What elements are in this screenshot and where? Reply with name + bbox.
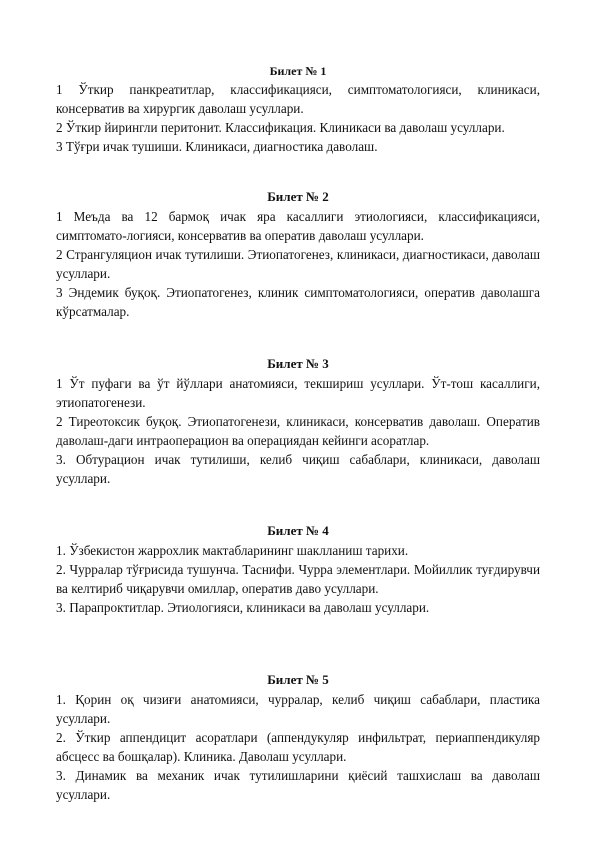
question-item: 1 Меъда ва 12 бармоқ ичак яра касаллиги этиологияси, классификацияси, симптомато-логияси, консерватив ва оператив даволаш усуллари. [56,209,540,243]
question-item: 1. Қорин оқ чизиғи анатомияси, чурралар, келиб чиқиш сабаблари, пластика усуллари. [56,692,540,726]
question-item: 3. Динамик ва механик ичак тутилишларини қиёсий ташхислаш ва даволаш усуллари. [56,768,540,802]
ticket-title: Билет № 5 [267,672,329,687]
question-item: 1 Ўткир панкреатитлар, классификацияси, симптоматологияси, клиникаси, консерватив ва хирургик даволаш усуллари. [56,82,540,116]
question-item: 2. Ўткир аппендицит асоратлари (аппендукуляр инфильтрат, периаппендикуляр абсцесс ва бошқалар). Клиника. Даволаш усуллари. [56,730,540,764]
ticket-1 [56,64,540,156]
question-item: 3. Обтурацион ичак тутилиши, келиб чиқиш сабаблари, клиникаси, даволаш усуллари. [56,452,540,486]
question-item: 3 Тўғри ичак тушиши. Клиникаси, диагностика даволаш. [56,139,378,154]
question-item: 1. Ўзбекистон жаррохлик мактабларининг шаклланиш тарихи. [56,543,409,558]
question-item: 3. Парапроктитлар. Этиологияси, клиникаси ва даволаш усуллари. [56,600,430,615]
question-item: 1 Ўт пуфаги ва ўт йўллари анатомияси, текшириш усуллари. Ўт-тош касаллиги, этиопатогенези. [56,376,540,410]
ticket-title: Билет № 4 [267,523,329,538]
question-item: 2. Чурралар тўғрисида тушунча. Таснифи. Чурра элементлари. Мойиллик туғдирувчи ва келтириб чиқарувчи омиллар, оператив даво усуллари. [56,562,540,596]
ticket-3 [56,354,540,488]
question-item: 2 Тиреотоксик буқоқ. Этиопатогенези, клиникаси, консерватив даволаш. Оператив даволаш-даги интраоперацион ва операциядан кейинги асоратлар. [56,414,540,448]
question-item: 3 Эндемик буқоқ. Этиопатогенез, клиник симптоматологияси, оператив даволашга кўрсатмалар. [56,285,540,319]
ticket-title: Билет № 3 [267,356,329,371]
ticket-5 [56,670,540,804]
question-item: 2 Ўткир йирингли перитонит. Классификация. Клиникаси ва даволаш усуллари. [56,120,505,135]
ticket-title: Билет № 1 [269,64,327,78]
question-item: 2 Странгуляцион ичак тутилиши. Этиопатогенез, клиникаси, диагностикаси, даволаш усуллари. [56,247,540,281]
ticket-4 [56,521,540,617]
ticket-title: Билет № 2 [267,189,329,204]
ticket-2 [56,187,540,321]
